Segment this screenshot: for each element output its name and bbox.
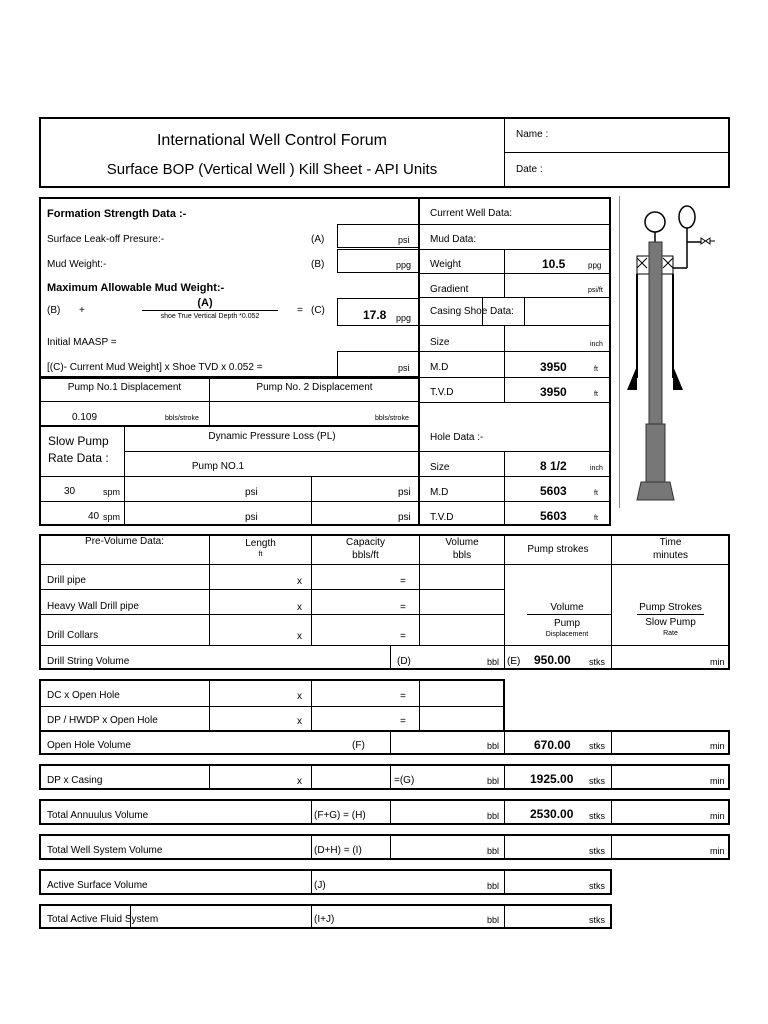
hole-size-value[interactable]: 8 1/2	[540, 459, 567, 473]
tafs-div-2	[504, 905, 505, 928]
rate2-psi2: psi	[398, 512, 411, 523]
casing-div-a	[482, 297, 483, 325]
dpl-label: Dynamic Pressure Loss (PL)	[208, 431, 336, 442]
drill-string-label: Drill String Volume	[47, 656, 130, 667]
formula-eq: =	[297, 305, 303, 316]
oh-div-2	[504, 731, 505, 754]
hole-col-div	[504, 451, 505, 525]
strokes-formula-line	[637, 614, 704, 615]
displacement-formula-label: Displacement	[545, 631, 589, 638]
weight-value[interactable]: 10.5	[542, 257, 566, 271]
pump-no1-label: Pump NO.1	[191, 461, 245, 472]
gradient-unit: psi/ft	[588, 287, 603, 294]
casing-tvd-unit: ft	[594, 391, 598, 398]
pv-row-hwdp: Heavy Wall Drill pipe	[47, 601, 139, 612]
hole-md-label: M.D	[430, 487, 449, 498]
maasp-unit: psi	[398, 363, 410, 373]
volume-formula-label: Volume	[550, 602, 584, 613]
open-hole-row	[39, 730, 730, 755]
pump-row-divider	[40, 401, 419, 402]
formation-title: Formation Strength Data :-	[47, 208, 187, 220]
weight-unit: ppg	[588, 261, 602, 270]
as-div-1	[311, 870, 312, 894]
total-active-stks: stks	[589, 915, 606, 925]
well-div-6	[419, 351, 610, 352]
strokes-formula-label: Pump Strokes	[639, 602, 702, 613]
hole-size-unit: inch	[590, 465, 603, 472]
current-well-title: Current Well Data:	[430, 208, 513, 219]
total-active-ij-ref: (I+J)	[314, 914, 335, 925]
hole-md-value[interactable]: 5603	[540, 484, 567, 498]
casing-size-label: Size	[430, 337, 450, 348]
open-hole-strokes[interactable]: 670.00	[534, 738, 571, 752]
well-div-1	[419, 224, 610, 225]
pv-col-vol-label: Volume	[445, 537, 479, 548]
pv-col-cap-label: Capacity	[346, 537, 385, 548]
formula-c: (C)	[311, 305, 325, 316]
well-div-11	[419, 501, 610, 502]
slowpump-hdiv3	[40, 501, 419, 502]
ta-div-3	[504, 800, 505, 824]
casing-size-unit: inch	[590, 341, 603, 348]
total-well-i-ref: (D+H) = (I)	[314, 845, 362, 856]
slowpump-formula-label: Slow Pump	[645, 617, 696, 628]
total-annulus-label: Total Annuulus Volume	[47, 810, 149, 821]
open-hole-stks: stks	[589, 741, 606, 751]
tafs-div-1	[311, 905, 312, 928]
dp-casing-row	[39, 764, 730, 790]
dp-casing-x: x	[297, 776, 302, 787]
well-div-3	[419, 273, 610, 274]
hole-tvd-value[interactable]: 5603	[540, 509, 567, 523]
formula-b: (B)	[47, 305, 61, 316]
form-title: International Well Control Forum	[156, 132, 388, 149]
dpc-div-1	[209, 765, 210, 789]
casing-div-b	[524, 297, 525, 325]
pv-head-line	[40, 564, 504, 565]
casing-label: Casing Shoe Data:	[430, 306, 514, 317]
total-annulus-strokes[interactable]: 2530.00	[530, 807, 574, 821]
hole-size-label: Size	[430, 462, 450, 473]
pv-col-length-unit: ft	[258, 551, 263, 558]
dc-oh-eq: =	[400, 691, 406, 702]
total-well-min: min	[710, 846, 725, 856]
casing-md-label: M.D	[430, 362, 449, 373]
total-well-stks: stks	[589, 846, 606, 856]
pv-col-length-label: Length	[245, 538, 276, 549]
pump1-value[interactable]: 0.109	[72, 412, 98, 423]
rate1-psi1: psi	[245, 487, 258, 498]
well-div-7	[419, 377, 610, 378]
drill-string-stks: stks	[589, 657, 606, 667]
form-subtitle: Surface BOP (Vertical Well ) Kill Sheet - API Units	[106, 161, 438, 178]
open-hole-f-ref: (F)	[352, 740, 365, 751]
pv-col-time-label: Time	[659, 537, 682, 548]
dp-casing-bbl: bbl	[487, 776, 500, 786]
dp-oh-eq: =	[400, 716, 406, 727]
hole-label: Hole Data :-	[430, 432, 484, 443]
dc-oh-x: x	[297, 691, 302, 702]
well-div-10	[419, 476, 610, 477]
drill-string-min: min	[710, 657, 725, 667]
drill-string-e-ref: (E)	[507, 656, 521, 667]
dc-oh-label: DC x Open Hole	[47, 690, 120, 701]
active-surface-stks: stks	[589, 881, 606, 891]
slowpump-col2	[311, 476, 312, 525]
maxmud-value: 17.8	[363, 308, 387, 322]
dp-casing-stks: stks	[589, 776, 606, 786]
rate2-psi1: psi	[245, 512, 258, 523]
slowpump-label-2: Rate Data :	[48, 451, 109, 465]
oh-div-1	[390, 731, 391, 754]
tw-div-2	[390, 835, 391, 859]
dpc-div-5	[611, 765, 612, 789]
slowpump-hdiv1	[124, 451, 419, 452]
well-div-2	[419, 249, 610, 250]
hole-md-unit: ft	[594, 490, 598, 497]
open-hole-bbl: bbl	[487, 741, 500, 751]
rate1-spm: spm	[103, 487, 121, 497]
pv-row2-line	[40, 614, 504, 615]
pv-row-drillpipe: Drill pipe	[47, 575, 86, 586]
rate2-spm: spm	[103, 512, 121, 522]
formula-fraction-line	[142, 310, 278, 311]
pv-ds-div-d	[390, 645, 391, 669]
pump2-label: Pump No. 2 Displacement	[256, 382, 373, 393]
leakoff-label: Surface Leak-off Presure:-	[47, 234, 165, 245]
pv-row-drillpipe-eq: =	[400, 576, 406, 587]
pv-row-collars-eq: =	[400, 631, 406, 642]
open-hole-label: Open Hole Volume	[47, 740, 131, 751]
ta-div-4	[611, 800, 612, 824]
tw-div-3	[504, 835, 505, 859]
total-active-label: Total Active Fluid System	[47, 914, 159, 925]
casing-tvd-value[interactable]: 3950	[540, 385, 567, 399]
pv-head-right-line	[504, 564, 729, 565]
casing-tvd-label: T.V.D	[430, 387, 454, 398]
formula-plus: +	[79, 305, 85, 316]
dp-casing-label: DP x Casing	[47, 775, 103, 786]
leakoff-ref: (A)	[311, 234, 325, 245]
total-annulus-min: min	[710, 811, 725, 821]
maasp-label: Initial MAASP =	[47, 337, 117, 348]
well-div-8	[419, 402, 610, 403]
open-hole-min: min	[710, 741, 725, 751]
rate2-value[interactable]: 40	[88, 511, 100, 522]
active-surface-j-ref: (J)	[314, 880, 326, 891]
formula-denominator: shoe True Vertical Depth *0.052	[160, 313, 260, 320]
casing-md-unit: ft	[594, 366, 598, 373]
pv-row-drillpipe-x: x	[297, 576, 302, 587]
rate-formula-label: Rate	[663, 630, 678, 637]
rate1-psi2: psi	[398, 487, 411, 498]
pump1-label: Pump No.1 Displacement	[67, 382, 182, 393]
slowpump-col1	[124, 476, 125, 525]
pump-formula-label: Pump	[553, 618, 581, 629]
slowpump-hdiv2	[40, 476, 419, 477]
slowpump-label-1: Slow Pump	[48, 434, 109, 448]
total-annulus-h-ref: (F+G) = (H)	[314, 810, 366, 821]
ta-div-1	[311, 800, 312, 824]
well-div-4	[419, 297, 610, 298]
well-diagram	[619, 196, 717, 508]
pump1-unit: bbls/stroke	[165, 415, 199, 422]
active-surface-label: Active Surface Volume	[47, 880, 148, 891]
maxmud-unit: ppg	[396, 313, 412, 323]
dpc-div-2	[311, 765, 312, 789]
dpc-div-3	[390, 765, 391, 789]
total-well-bbl: bbl	[487, 846, 500, 856]
total-annulus-stks: stks	[589, 811, 606, 821]
maasp-formula: [(C)- Current Mud Weight] x Shoe TVD x 0.052 =	[47, 362, 263, 373]
pv-row-hwdp-x: x	[297, 602, 302, 613]
formula-numerator: (A)	[197, 297, 213, 309]
total-annulus-bbl: bbl	[487, 811, 500, 821]
pv-col-time-unit: minutes	[652, 550, 688, 561]
hole-tvd-unit: ft	[594, 515, 598, 522]
pv-ds-div-e	[504, 645, 505, 669]
casing-md-value[interactable]: 3950	[540, 360, 567, 374]
pv-col-strokes-label: Pump strokes	[527, 544, 589, 555]
drill-string-strokes[interactable]: 950.00	[534, 653, 571, 667]
active-surface-bbl: bbl	[487, 881, 500, 891]
leakoff-unit: psi	[398, 235, 410, 245]
oh-div-3	[611, 731, 612, 754]
pv-col-vol-unit: bbls	[452, 550, 472, 561]
hole-tvd-label: T.V.D	[430, 512, 454, 523]
total-well-label: Total Well System Volume	[47, 845, 163, 856]
dp-casing-strokes[interactable]: 1925.00	[530, 772, 574, 786]
well-div-5	[419, 325, 610, 326]
name-label: Name :	[516, 129, 549, 140]
tw-div-1	[311, 835, 312, 859]
ta-div-2	[390, 800, 391, 824]
dp-oh-x: x	[297, 716, 302, 727]
rate1-value[interactable]: 30	[64, 486, 76, 497]
pv-row1-line	[40, 589, 504, 590]
ann-row-line	[40, 706, 504, 707]
dp-casing-g-ref: =(G)	[394, 775, 415, 786]
volume-formula-line	[527, 614, 611, 615]
gradient-label: Gradient	[430, 284, 469, 295]
pv-col-cap-unit: bbls/ft	[352, 550, 379, 561]
pump2-unit: bbls/stroke	[375, 415, 409, 422]
header-name-divider	[504, 152, 729, 153]
pv-row-collars-x: x	[297, 631, 302, 642]
dp-oh-label: DP / HWDP x Open Hole	[47, 715, 158, 726]
as-div-2	[504, 870, 505, 894]
mudweight-label: Mud Weight:-	[47, 259, 107, 270]
pv-row-hwdp-eq: =	[400, 602, 406, 613]
drill-string-bbl: bbl	[487, 657, 500, 667]
casing-col-div	[504, 325, 505, 403]
mudweight-unit: ppg	[396, 260, 412, 270]
mud-data-label: Mud Data:	[430, 234, 477, 245]
pv-row3-line	[40, 645, 729, 646]
date-label: Date :	[516, 164, 543, 175]
pv-row-collars: Drill Collars	[47, 630, 99, 641]
well-div-9	[419, 451, 610, 452]
dp-casing-min: min	[710, 776, 725, 786]
weight-label: Weight	[430, 259, 461, 270]
dpc-div-4	[504, 765, 505, 789]
maxmud-title: Maximum Allowable Mud Weight:-	[47, 282, 225, 294]
drill-string-d-ref: (D)	[397, 656, 411, 667]
total-active-bbl: bbl	[487, 915, 500, 925]
pv-title: Pre-Volume Data:	[85, 536, 164, 547]
mudweight-ref: (B)	[311, 259, 325, 270]
tw-div-4	[611, 835, 612, 859]
